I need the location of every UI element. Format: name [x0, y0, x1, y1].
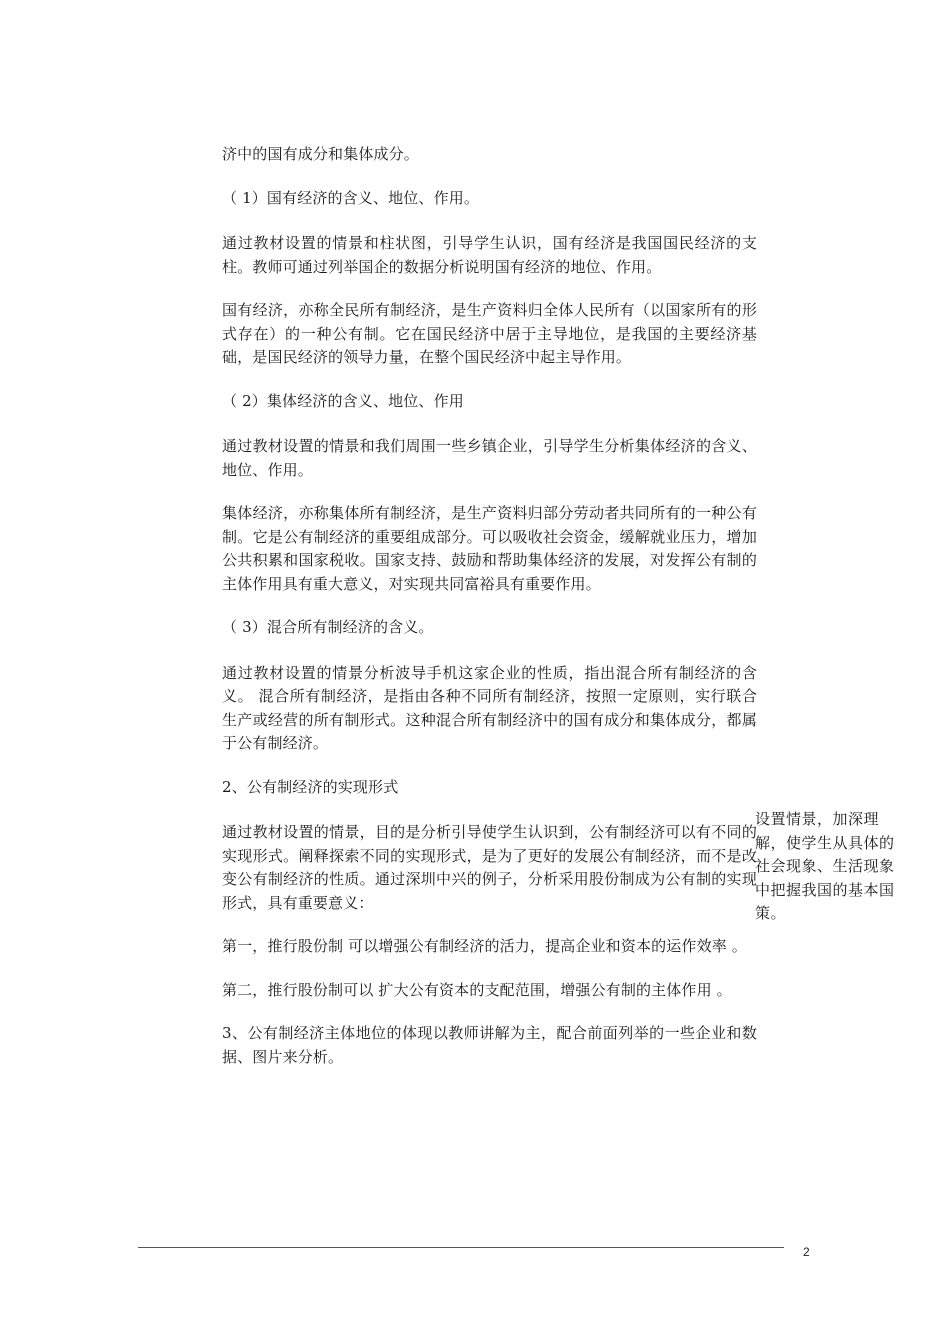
heading-mixed-ownership: （ 3）混合所有制经济的含义。	[222, 618, 434, 636]
footer-divider	[138, 1247, 784, 1248]
main-text-column	[222, 143, 757, 1089]
heading-state-economy: （ 1）国有经济的含义、地位、作用。	[222, 188, 480, 207]
paragraph-realization-forms: 通过教材设置的情景，目的是分析引导使学生认识到，公有制经济可以有不同的实现形式。阐释探索不同的实现形式，是为了更好的发展公有制经济，而不是改变公有制经济的性质。通过深圳中兴的例子，分析采用股份制成为公有制的实现形式，具有重要意义：	[222, 823, 757, 912]
paragraph-state-economy-definition: 国有经济，亦称全民所有制经济，是生产资料归全体人民所有（以国家所有的形式存在）的一种公有制。它在国民经济中居于主导地位，是我国的主要经济基础，是国民经济的领导力量，在整个国民经济中起主导作用。	[222, 301, 757, 366]
paragraph-collective-economy-definition: 集体经济，亦称集体所有制经济，是生产资料归部分劳动者共同所有的一种公有制。它是公有制经济的重要组成部分。可以吸收社会资金，缓解就业压力，增加公共积累和国家税收。国家支持、鼓励和帮助集体经济的发展，对发挥公有制的主体作用具有重大意义，对实现共同富裕具有重要作用。	[222, 504, 757, 593]
paragraph-state-economy-teaching: 通过教材设置的情景和柱状图，引导学生认识，国有经济是我国国民经济的支柱。教师可通过列举国企的数据分析说明国有经济的地位、作用。	[222, 234, 757, 276]
heading-collective-economy: （ 2）集体经济的含义、地位、作用	[222, 391, 464, 410]
paragraph-collective-economy-teaching: 通过教材设置的情景和我们周围一些乡镇企业，引导学生分析集体经济的含义、地位、作用。	[222, 437, 757, 479]
page-number: 2	[803, 1245, 810, 1259]
paragraph-dominant-status: 3、公有制经济主体地位的体现以教师讲解为主，配合前面列举的一些企业和数据、图片来分析。	[222, 1024, 757, 1066]
paragraph-continuation: 济中的国有成分和集体成分。	[222, 145, 419, 163]
paragraph-mixed-ownership: 通过教材设置的情景分析波导手机这家企业的性质，指出混合所有制经济的含义。 混合所有制经济，是指由各种不同所有制经济，按照一定原则，实行联合生产或经营的所有制形式。这种混合所有制经济中的国有成分和集体成分，都属于公有制经济。	[222, 663, 757, 752]
margin-note: 设置情景，加深理解，使学生从具体的社会现象、生活现象中把握我国的基本国策。	[755, 810, 895, 922]
paragraph-point-one: 第一，推行股份制 可以增强公有制经济的活力，提高企业和资本的运作效率 。	[222, 937, 747, 955]
heading-realization-forms: 2、公有制经济的实现形式	[222, 777, 399, 796]
paragraph-point-two: 第二，推行股份制可以 扩大公有资本的支配范围，增强公有制的主体作用 。	[222, 980, 732, 999]
